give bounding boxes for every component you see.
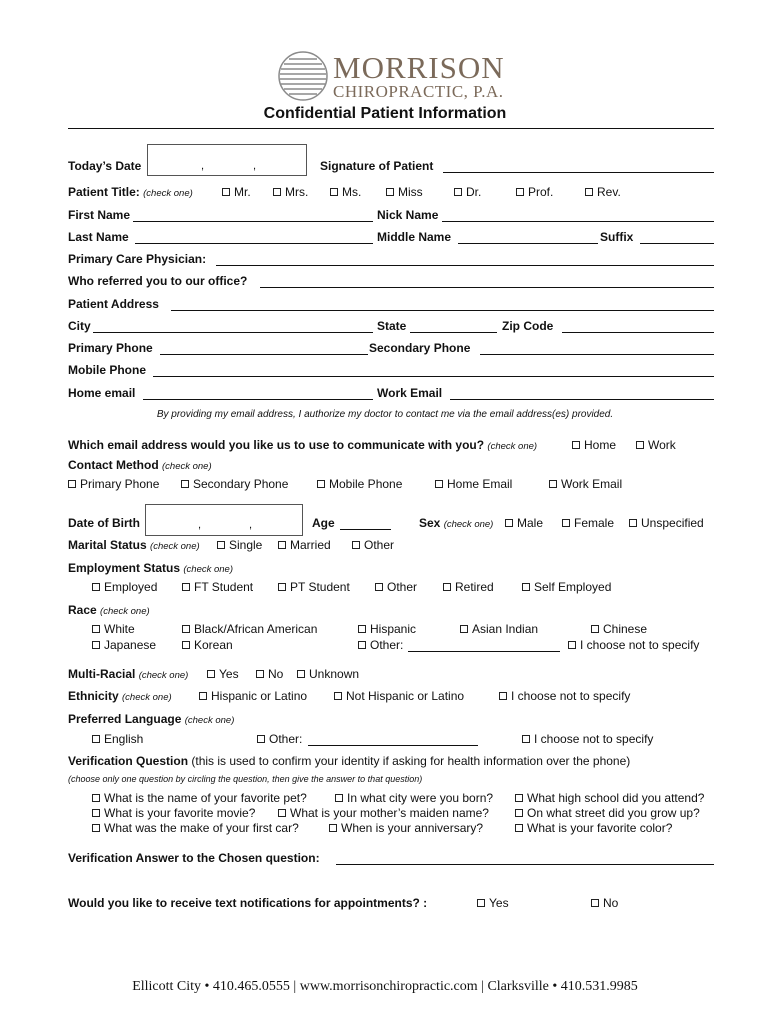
- todays-date-label: Today’s Date: [68, 159, 142, 173]
- checkbox-icon[interactable]: [207, 670, 215, 678]
- marital-single[interactable]: Single: [217, 538, 262, 552]
- checkbox-icon[interactable]: [92, 583, 100, 591]
- contact-mobile-phone[interactable]: Mobile Phone: [317, 477, 402, 491]
- work-email-field[interactable]: [450, 399, 714, 400]
- footer-contact: Ellicott City • 410.465.0555 | www.morrisonchiropractic.com | Clarksville • 410.531.9985: [132, 979, 638, 994]
- race-chinese[interactable]: Chinese: [591, 622, 647, 636]
- verification-q-movie[interactable]: What is your favorite movie?: [92, 806, 255, 820]
- language-not-specify[interactable]: I choose not to specify: [522, 732, 653, 746]
- home-email-label: Home email: [68, 386, 136, 400]
- verification-q-color[interactable]: What is your favorite color?: [515, 821, 672, 835]
- checkbox-icon[interactable]: [358, 625, 366, 633]
- checkbox-icon[interactable]: [182, 583, 190, 591]
- checkbox-icon[interactable]: [454, 188, 462, 196]
- email-pref-home[interactable]: Home: [572, 438, 616, 452]
- last-name-label: Last Name: [68, 230, 129, 244]
- date-separator: ,: [249, 519, 253, 531]
- date-separator: ,: [201, 160, 205, 172]
- checkbox-icon[interactable]: [591, 899, 599, 907]
- suffix-label: Suffix: [600, 230, 634, 244]
- checkbox-icon[interactable]: [335, 794, 343, 802]
- verification-label: Verification Question (this is used to confirm your identity if asking for health information over the phone): [68, 754, 631, 768]
- address-label: Patient Address: [68, 297, 159, 311]
- primary-phone-label: Primary Phone: [68, 341, 153, 355]
- date-separator: ,: [253, 160, 257, 172]
- zip-field[interactable]: [562, 332, 714, 333]
- middle-name-field[interactable]: [458, 243, 598, 244]
- contact-method-label: Contact Method (check one): [68, 458, 212, 472]
- page-title: Confidential Patient Information: [263, 105, 507, 122]
- language-english[interactable]: English: [92, 732, 143, 746]
- checkbox-icon[interactable]: [460, 625, 468, 633]
- brand-subtitle: CHIROPRACTIC, P.A.: [333, 82, 504, 101]
- title-rule: [68, 128, 714, 129]
- checkbox-icon[interactable]: [217, 541, 225, 549]
- verification-q-pet[interactable]: What is the name of your favorite pet?: [92, 791, 307, 805]
- checkbox-icon[interactable]: [92, 794, 100, 802]
- sex-male[interactable]: Male: [505, 516, 543, 530]
- mobile-phone-label: Mobile Phone: [68, 363, 146, 377]
- race-japanese[interactable]: Japanese: [92, 638, 156, 652]
- suffix-field[interactable]: [640, 243, 714, 244]
- email-consent-note: By providing my email address, I authorize my doctor to contact me via the email address(es) provided.: [156, 409, 614, 420]
- todays-date-field[interactable]: [147, 144, 307, 176]
- checkbox-icon[interactable]: [375, 583, 383, 591]
- marital-label: Marital Status (check one): [68, 538, 200, 552]
- title-option-miss[interactable]: Miss: [386, 185, 423, 199]
- checkbox-icon[interactable]: [68, 480, 76, 488]
- checkbox-icon[interactable]: [629, 519, 637, 527]
- checkbox-icon[interactable]: [515, 824, 523, 832]
- contact-primary-phone[interactable]: Primary Phone: [68, 477, 159, 491]
- verification-answer-field[interactable]: [336, 864, 714, 865]
- checkbox-icon[interactable]: [199, 692, 207, 700]
- brand-name: MORRISON: [333, 50, 505, 85]
- employment-label: Employment Status (check one): [68, 561, 234, 575]
- first-name-field[interactable]: [133, 221, 373, 222]
- checkbox-icon[interactable]: [562, 519, 570, 527]
- checkbox-icon[interactable]: [329, 824, 337, 832]
- title-option-dr[interactable]: Dr.: [454, 185, 481, 199]
- race-korean[interactable]: Korean: [182, 638, 233, 652]
- mobile-phone-field[interactable]: [153, 376, 714, 377]
- patient-title-label: Patient Title: (check one): [68, 185, 193, 199]
- checkbox-icon[interactable]: [585, 188, 593, 196]
- city-label: City: [68, 319, 91, 333]
- checkbox-icon[interactable]: [358, 641, 366, 649]
- title-option-prof[interactable]: Prof.: [516, 185, 553, 199]
- title-option-mrs[interactable]: Mrs.: [273, 185, 308, 199]
- multiracial-yes[interactable]: Yes: [207, 667, 239, 681]
- checkbox-icon[interactable]: [386, 188, 394, 196]
- checkbox-icon[interactable]: [522, 583, 530, 591]
- multiracial-label: Multi-Racial (check one): [68, 667, 189, 681]
- signature-label: Signature of Patient: [320, 159, 434, 173]
- secondary-phone-label: Secondary Phone: [369, 341, 471, 355]
- title-option-rev[interactable]: Rev.: [585, 185, 621, 199]
- race-label: Race (check one): [68, 603, 150, 617]
- employment-ft-student[interactable]: FT Student: [182, 580, 253, 594]
- ethnicity-not-specify[interactable]: I choose not to specify: [499, 689, 630, 703]
- state-label: State: [377, 319, 407, 333]
- checkbox-icon[interactable]: [499, 692, 507, 700]
- secondary-phone-field[interactable]: [480, 354, 714, 355]
- city-field[interactable]: [93, 332, 373, 333]
- checkbox-icon[interactable]: [572, 441, 580, 449]
- date-separator: ,: [198, 519, 202, 531]
- marital-married[interactable]: Married: [278, 538, 331, 552]
- checkbox-icon[interactable]: [278, 809, 286, 817]
- logo-icon: [277, 50, 329, 102]
- text-notify-no[interactable]: No: [591, 896, 618, 910]
- checkbox-icon[interactable]: [549, 480, 557, 488]
- checkbox-icon[interactable]: [181, 480, 189, 488]
- primary-care-label: Primary Care Physician:: [68, 252, 207, 266]
- verification-q-anniversary[interactable]: When is your anniversary?: [329, 821, 483, 835]
- employment-other[interactable]: Other: [375, 580, 417, 594]
- checkbox-icon[interactable]: [516, 188, 524, 196]
- nick-name-label: Nick Name: [377, 208, 439, 222]
- primary-phone-field[interactable]: [160, 354, 368, 355]
- checkbox-icon[interactable]: [182, 641, 190, 649]
- checkbox-icon[interactable]: [334, 692, 342, 700]
- checkbox-icon[interactable]: [317, 480, 325, 488]
- contact-home-email[interactable]: Home Email: [435, 477, 512, 491]
- ethnicity-label: Ethnicity (check one): [68, 689, 172, 703]
- verification-q-car[interactable]: What was the make of your first car?: [92, 821, 299, 835]
- checkbox-icon[interactable]: [636, 441, 644, 449]
- title-option-ms[interactable]: Ms.: [330, 185, 361, 199]
- sex-unspecified[interactable]: Unspecified: [629, 516, 704, 530]
- race-other[interactable]: Other:: [358, 638, 403, 652]
- verification-answer-label: Verification Answer to the Chosen question:: [68, 851, 320, 865]
- home-email-field[interactable]: [143, 399, 373, 400]
- checkbox-icon[interactable]: [443, 583, 451, 591]
- checkbox-icon[interactable]: [297, 670, 305, 678]
- multiracial-unknown[interactable]: Unknown: [297, 667, 359, 681]
- checkbox-icon[interactable]: [222, 188, 230, 196]
- employment-pt-student[interactable]: PT Student: [278, 580, 350, 594]
- language-other[interactable]: Other:: [257, 732, 302, 746]
- address-field[interactable]: [171, 310, 714, 311]
- race-not-specify[interactable]: I choose not to specify: [568, 638, 699, 652]
- checkbox-icon[interactable]: [522, 735, 530, 743]
- title-option-mr[interactable]: Mr.: [222, 185, 251, 199]
- checkbox-icon[interactable]: [278, 583, 286, 591]
- checkbox-icon[interactable]: [435, 480, 443, 488]
- multiracial-no[interactable]: No: [256, 667, 283, 681]
- contact-secondary-phone[interactable]: Secondary Phone: [181, 477, 288, 491]
- checkbox-icon[interactable]: [477, 899, 485, 907]
- checkbox-icon[interactable]: [505, 519, 513, 527]
- checkbox-icon[interactable]: [182, 625, 190, 633]
- work-email-label: Work Email: [377, 386, 443, 400]
- checkbox-icon[interactable]: [278, 541, 286, 549]
- nick-name-field[interactable]: [442, 221, 714, 222]
- language-label: Preferred Language (check one): [68, 712, 235, 726]
- sex-female[interactable]: Female: [562, 516, 614, 530]
- email-pref-work[interactable]: Work: [636, 438, 676, 452]
- dob-field[interactable]: [145, 504, 303, 536]
- age-label: Age: [312, 516, 335, 530]
- checkbox-icon[interactable]: [92, 735, 100, 743]
- verification-instructions: (choose only one question by circling the question, then give the answer to that question): [68, 774, 423, 784]
- checkbox-icon[interactable]: [515, 809, 523, 817]
- ethnicity-hispanic[interactable]: Hispanic or Latino: [199, 689, 307, 703]
- ethnicity-not-hispanic[interactable]: Not Hispanic or Latino: [334, 689, 464, 703]
- age-field[interactable]: [340, 529, 391, 530]
- race-hispanic[interactable]: Hispanic: [358, 622, 416, 636]
- signature-field[interactable]: [443, 172, 714, 173]
- checkbox-icon[interactable]: [330, 188, 338, 196]
- verification-q-street[interactable]: On what street did you grow up?: [515, 806, 700, 820]
- employment-self-employed[interactable]: Self Employed: [522, 580, 611, 594]
- checkbox-icon[interactable]: [591, 625, 599, 633]
- verification-q-city[interactable]: In what city were you born?: [335, 791, 493, 805]
- email-preference-label: Which email address would you like us to use to communicate with you? (check one): [68, 438, 538, 452]
- checkbox-icon[interactable]: [568, 641, 576, 649]
- checkbox-icon[interactable]: [92, 809, 100, 817]
- verification-q-school[interactable]: What high school did you attend?: [515, 791, 704, 805]
- checkbox-icon[interactable]: [92, 641, 100, 649]
- sex-label: Sex (check one): [419, 516, 494, 530]
- race-asian-indian[interactable]: Asian Indian: [460, 622, 538, 636]
- language-other-field[interactable]: [308, 745, 478, 746]
- dob-label: Date of Birth: [68, 516, 140, 530]
- text-notify-yes[interactable]: Yes: [477, 896, 509, 910]
- referred-field[interactable]: [260, 287, 714, 288]
- contact-work-email[interactable]: Work Email: [549, 477, 622, 491]
- checkbox-icon[interactable]: [257, 735, 265, 743]
- text-notify-label: Would you like to receive text notifications for appointments? :: [68, 896, 428, 910]
- race-other-field[interactable]: [408, 651, 560, 652]
- last-name-field[interactable]: [135, 243, 373, 244]
- checkbox-icon[interactable]: [273, 188, 281, 196]
- checkbox-icon[interactable]: [256, 670, 264, 678]
- race-black[interactable]: Black/African American: [182, 622, 317, 636]
- referred-label: Who referred you to our office?: [68, 274, 248, 288]
- marital-other[interactable]: Other: [352, 538, 394, 552]
- primary-care-field[interactable]: [216, 265, 714, 266]
- checkbox-icon[interactable]: [352, 541, 360, 549]
- employment-retired[interactable]: Retired: [443, 580, 494, 594]
- employment-employed[interactable]: Employed: [92, 580, 157, 594]
- race-white[interactable]: White: [92, 622, 135, 636]
- middle-name-label: Middle Name: [377, 230, 452, 244]
- zip-label: Zip Code: [502, 319, 554, 333]
- state-field[interactable]: [410, 332, 497, 333]
- checkbox-icon[interactable]: [92, 625, 100, 633]
- first-name-label: First Name: [68, 208, 131, 222]
- verification-q-maiden[interactable]: What is your mother’s maiden name?: [278, 806, 489, 820]
- checkbox-icon[interactable]: [92, 824, 100, 832]
- checkbox-icon[interactable]: [515, 794, 523, 802]
